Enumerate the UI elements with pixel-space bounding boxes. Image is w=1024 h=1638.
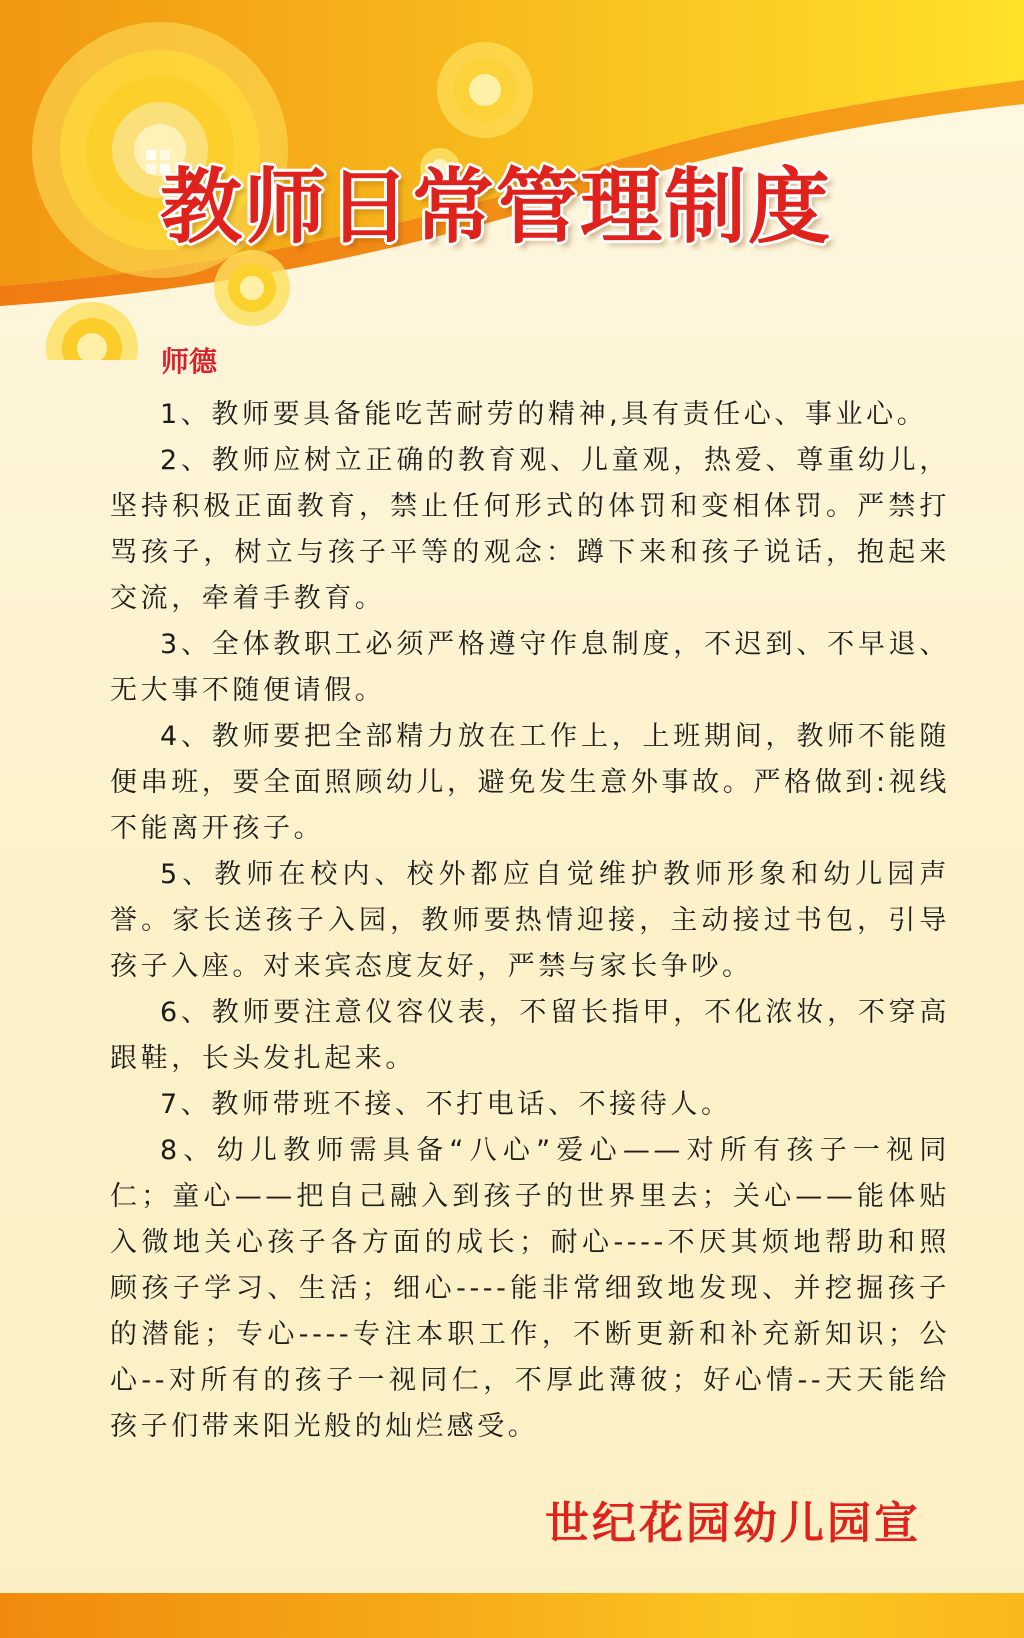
rule-item: 1、教师要具备能吃苦耐劳的精神,具有责任心、事业心。 xyxy=(160,399,928,430)
kindergarten-signature: 世纪花园幼儿园宣 xyxy=(545,1498,921,1549)
rule-item: 2、教师应树立正确的教育观、儿童观，热爱、尊重幼儿，坚持积极正面教育，禁止任何形式的体罚和变相体罚。严禁打骂孩子，树立与孩子平等的观念：蹲下来和孩子说话，抱起来交流，牵着手教育。 xyxy=(110,445,950,614)
bottom-decorative-band xyxy=(0,1593,1024,1638)
rule-item: 6、教师要注意仪容仪表，不留长指甲，不化浓妆，不穿高跟鞋，长头发扎起来。 xyxy=(110,997,950,1074)
rules-list xyxy=(110,392,950,1450)
section-heading: 师德 xyxy=(161,345,218,378)
rule-item: 4、教师要把全部精力放在工作上，上班期间，教师不能随便串班，要全面照顾幼儿，避免发生意外事故。严格做到:视线不能离开孩子。 xyxy=(110,721,950,844)
rule-item: 8、幼儿教师需具备“八心”爱心——对所有孩子一视同仁；童心——把自己融入到孩子的世界里去；关心——能体贴入微地关心孩子各方面的成长；耐心----不厌其烦地帮助和照顾孩子学习、生活；细心----能非常细致地发现、并挖掘孩子的潜能；专心----专注本职工作，不断更新和补充新知识；公心--对所有的孩子一视同仁，不厚此薄彼；好心情--天天能给孩子们带来阳光般的灿烂感受。 xyxy=(110,1135,950,1442)
rule-item: 3、全体教职工必须严格遵守作息制度，不迟到、不早退、无大事不随便请假。 xyxy=(110,629,950,706)
poster-title: 教师日常管理制度 xyxy=(160,160,833,255)
rule-item: 5、教师在校内、校外都应自觉维护教师形象和幼儿园声誉。家长送孩子入园，教师要热情迎接，主动接过书包，引导孩子入座。对来宾态度友好，严禁与家长争吵。 xyxy=(110,859,950,982)
rule-item: 7、教师带班不接、不打电话、不接待人。 xyxy=(160,1089,732,1120)
